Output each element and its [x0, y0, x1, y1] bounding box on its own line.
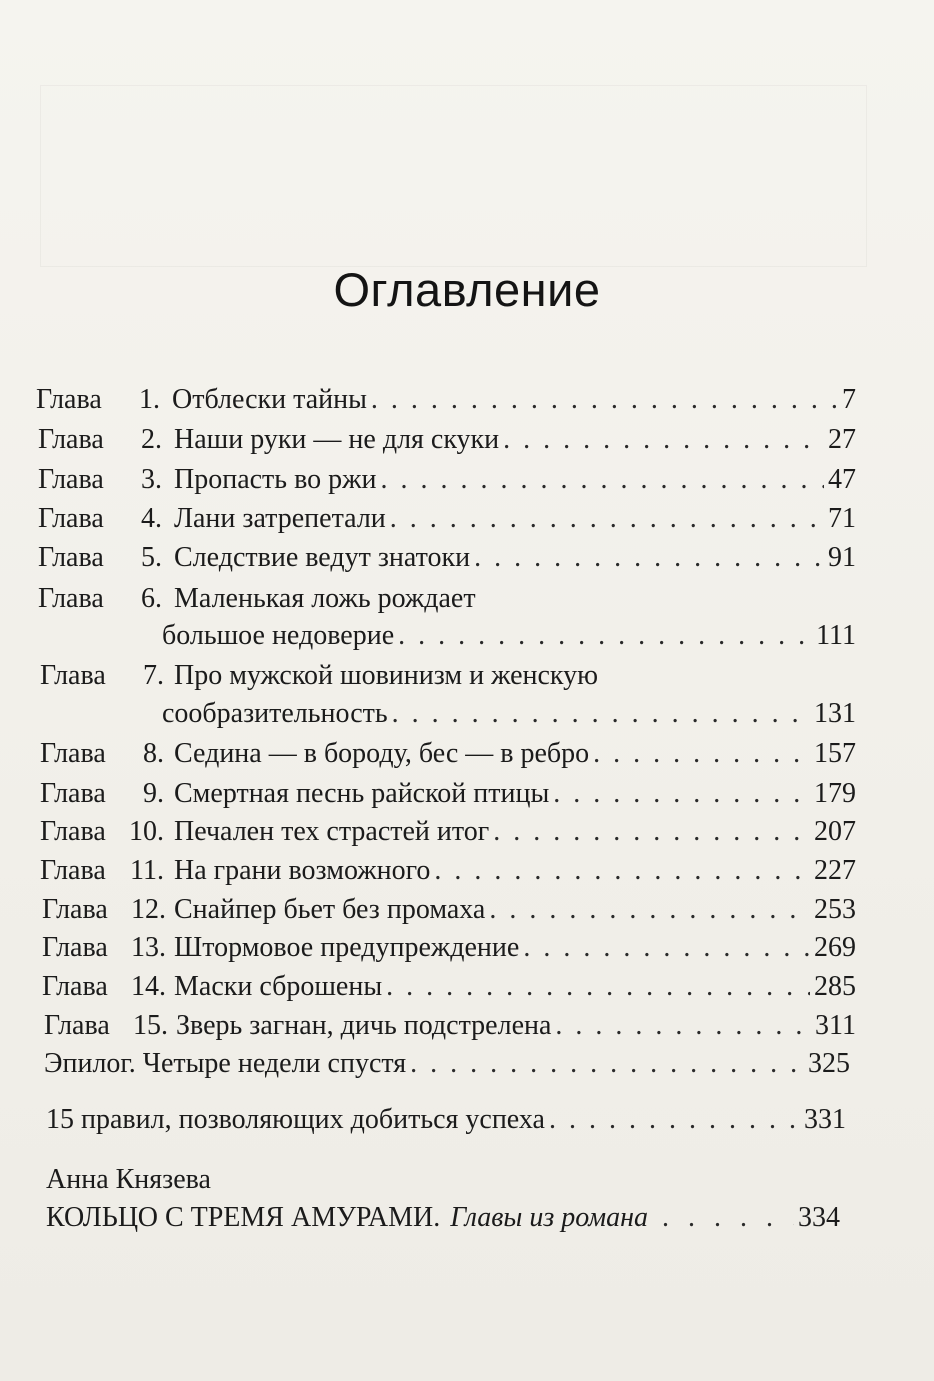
toc-entry	[42, 896, 856, 924]
page-number: 227	[814, 855, 856, 886]
toc-entry	[38, 544, 856, 572]
chapter-title: Наши руки — не для скуки	[174, 424, 500, 455]
chapter-title-line1: Маленькая ложь рождает	[174, 583, 476, 614]
chapter-number: 12.	[131, 894, 166, 925]
toc-entry	[38, 585, 856, 613]
dot-leader	[553, 780, 810, 808]
dot-leader	[523, 934, 810, 962]
toc-entry-continuation	[162, 622, 856, 650]
dot-leader	[410, 1050, 804, 1078]
chapter-label: Глава	[36, 384, 102, 415]
chapter-title: На грани возможного	[174, 855, 431, 886]
bonus-author: Анна Князева	[46, 1164, 211, 1195]
chapter-label: Глава	[44, 1010, 110, 1041]
toc-entry	[40, 857, 856, 885]
page-number: 157	[814, 738, 856, 769]
chapter-label: Глава	[40, 816, 106, 847]
chapter-number: 11.	[130, 855, 164, 886]
bonus-title: КОЛЬЦО С ТРЕМЯ АМУРАМИ.	[46, 1202, 441, 1233]
dot-leader	[392, 700, 810, 728]
page-number: 331	[804, 1104, 846, 1135]
chapter-number: 6.	[141, 583, 162, 614]
chapter-label: Глава	[42, 971, 108, 1002]
chapter-label: Глава	[38, 542, 104, 573]
chapter-title: сообразительность	[162, 698, 388, 729]
page-number: 269	[814, 932, 856, 963]
chapter-title-line1: Про мужской шовинизм и женскую	[174, 660, 599, 691]
dot-leader	[390, 505, 824, 533]
chapter-number: 7.	[143, 660, 164, 691]
chapter-title: Маски сброшены	[174, 971, 383, 1002]
bonus-subtitle: Главы из романа	[450, 1202, 648, 1233]
toc-entry-rules	[46, 1106, 846, 1134]
chapter-title: Печален тех страстей итог	[174, 816, 490, 847]
page-number: 253	[814, 894, 856, 925]
chapter-number: 15.	[133, 1010, 168, 1041]
chapter-label: Глава	[40, 660, 106, 691]
page-number: 207	[814, 816, 856, 847]
page-number: 325	[808, 1048, 850, 1079]
page-number: 47	[828, 464, 856, 495]
toc-entry	[42, 934, 856, 962]
dot-leader	[503, 426, 824, 454]
page-title: Оглавление	[333, 263, 601, 316]
toc-entry	[40, 780, 856, 808]
page-number: 131	[814, 698, 856, 729]
toc-entry	[36, 386, 856, 414]
page-number: 179	[814, 778, 856, 809]
dot-leader	[380, 466, 824, 494]
page-number: 311	[815, 1010, 856, 1041]
page-number: 71	[828, 503, 856, 534]
chapter-title: Зверь загнан, дичь подстрелена	[176, 1010, 552, 1041]
toc-entry-epilogue	[44, 1050, 850, 1078]
chapter-title: Смертная песнь райской птицы	[174, 778, 550, 809]
toc-entry	[40, 740, 856, 768]
chapter-label: Глава	[38, 583, 104, 614]
chapter-label: Глава	[42, 932, 108, 963]
dot-leader	[493, 818, 810, 846]
chapter-title: Следствие ведут знатоки	[174, 542, 471, 573]
chapter-number: 14.	[131, 971, 166, 1002]
chapter-label: Глава	[38, 464, 104, 495]
epilogue-title: Эпилог. Четыре недели спустя	[44, 1048, 407, 1079]
dot-leader	[398, 622, 812, 650]
chapter-title: Седина — в бороду, бес — в ребро	[174, 738, 590, 769]
dot-leader	[489, 896, 810, 924]
chapter-label: Глава	[42, 894, 108, 925]
chapter-number: 8.	[143, 738, 164, 769]
dot-leader	[662, 1204, 794, 1232]
page-number: 7	[842, 384, 856, 415]
chapter-number: 5.	[141, 542, 162, 573]
dot-leader	[434, 857, 810, 885]
page-number: 285	[814, 971, 856, 1002]
rules-title: 15 правил, позволяющих добиться успеха	[46, 1104, 545, 1135]
toc-entry	[38, 426, 856, 454]
chapter-title: Отблески тайны	[172, 384, 367, 415]
chapter-number: 4.	[141, 503, 162, 534]
toc-entry	[40, 818, 856, 846]
toc-entry	[44, 1012, 856, 1040]
dot-leader	[593, 740, 810, 768]
chapter-label: Глава	[38, 424, 104, 455]
page-number: 91	[828, 542, 856, 573]
dot-leader	[555, 1012, 811, 1040]
chapter-title: Лани затрепетали	[174, 503, 386, 534]
chapter-label: Глава	[40, 855, 106, 886]
chapter-label: Глава	[38, 503, 104, 534]
toc-entry-bonus	[46, 1204, 840, 1232]
chapter-label: Глава	[40, 778, 106, 809]
chapter-title: Снайпер бьет без промаха	[174, 894, 486, 925]
chapter-title: большое недоверие	[162, 620, 395, 651]
chapter-label: Глава	[40, 738, 106, 769]
chapter-number: 13.	[131, 932, 166, 963]
toc-entry	[38, 466, 856, 494]
toc-entry	[42, 973, 856, 1001]
chapter-number: 10.	[129, 816, 164, 847]
chapter-number: 1.	[139, 384, 160, 415]
page-number: 334	[798, 1202, 840, 1233]
dot-leader	[549, 1106, 800, 1134]
chapter-title: Пропасть во ржи	[174, 464, 377, 495]
dot-leader	[371, 386, 838, 414]
toc-entry-continuation	[162, 700, 856, 728]
dot-leader	[386, 973, 810, 1001]
toc-entry	[40, 662, 856, 690]
page-number: 27	[828, 424, 856, 455]
chapter-number: 3.	[141, 464, 162, 495]
chapter-title: Штормовое предупреждение	[174, 932, 520, 963]
page-number: 111	[816, 620, 856, 651]
toc-entry	[38, 505, 856, 533]
chapter-number: 9.	[143, 778, 164, 809]
dot-leader	[474, 544, 824, 572]
chapter-number: 2.	[141, 424, 162, 455]
